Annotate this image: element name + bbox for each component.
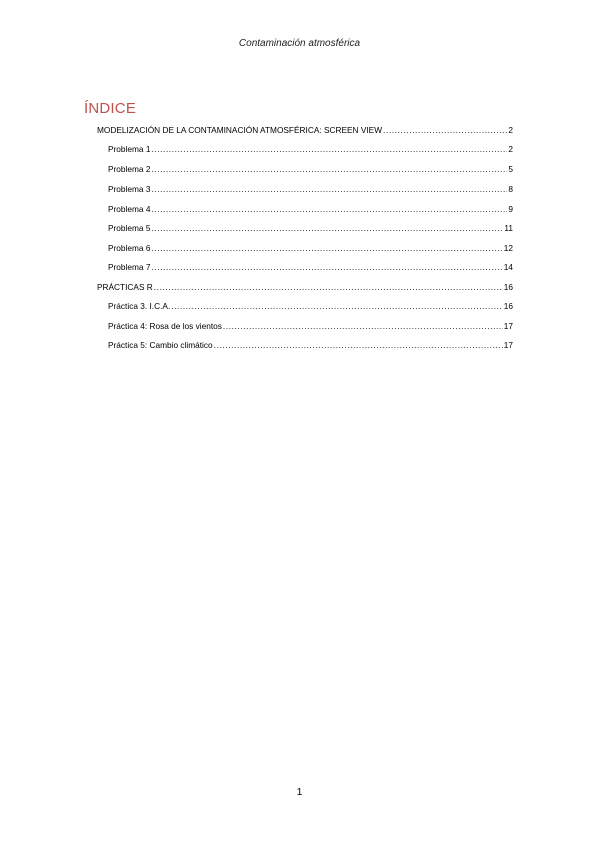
- toc-entry-practica-5[interactable]: [108, 339, 513, 351]
- dot-leader: [383, 124, 507, 136]
- toc-entry-page: 16: [503, 301, 513, 311]
- toc-entry-label: MODELIZACIÓN DE LA CONTAMINACIÓN ATMOSFÉRICA: SCREEN VIEW: [97, 125, 383, 135]
- toc-entry-label: Problema 7: [108, 262, 151, 272]
- toc-entry-page: 11: [504, 223, 513, 233]
- dot-leader: [214, 339, 503, 351]
- dot-leader: [151, 261, 502, 273]
- toc-entry-modelizacion[interactable]: [97, 124, 513, 136]
- toc-entry-practica-3[interactable]: [108, 300, 513, 312]
- toc-entry-label: Problema 2: [108, 164, 151, 174]
- toc-entry-label: Problema 4: [108, 204, 151, 214]
- toc-entry-page: 2: [508, 144, 513, 154]
- page-number: 1: [296, 787, 303, 798]
- dot-leader: [151, 143, 507, 155]
- toc-entry-page: 17: [503, 321, 513, 331]
- toc-entry-page: 16: [503, 282, 513, 292]
- toc-entry-label: Problema 1: [108, 144, 151, 154]
- toc-entry-page: 12: [503, 243, 513, 253]
- dot-leader: [151, 203, 507, 215]
- toc-entry-practicas-r[interactable]: [97, 281, 513, 293]
- dot-leader: [154, 281, 503, 293]
- toc-entry-problema-4[interactable]: [108, 203, 513, 215]
- toc-entry-page: 5: [508, 164, 513, 174]
- toc-entry-page: 8: [508, 184, 513, 194]
- toc-entry-page: 14: [503, 262, 513, 272]
- toc-entry-page: 2: [508, 125, 513, 135]
- toc-entry-problema-5[interactable]: [108, 222, 513, 234]
- toc-entry-label: Problema 6: [108, 243, 151, 253]
- toc-entry-label: PRÁCTICAS R: [97, 282, 153, 292]
- toc-entry-label: Práctica 4: Rosa de los vientos: [108, 321, 222, 331]
- toc-entry-practica-4[interactable]: [108, 320, 513, 332]
- toc-entry-problema-6[interactable]: [108, 242, 513, 254]
- toc-entry-problema-2[interactable]: [108, 163, 513, 175]
- toc-entry-problema-3[interactable]: [108, 183, 513, 195]
- toc-entry-page: 9: [508, 204, 513, 214]
- running-header: Contaminación atmosférica: [238, 38, 361, 49]
- dot-leader: [151, 163, 507, 175]
- toc-heading: ÍNDICE: [84, 100, 137, 117]
- dot-leader: [171, 300, 503, 312]
- toc-entry-label: Problema 5: [108, 223, 151, 233]
- toc-entry-label: Problema 3: [108, 184, 151, 194]
- dot-leader: [223, 320, 503, 332]
- toc-entry-problema-1[interactable]: [108, 143, 513, 155]
- dot-leader: [151, 242, 502, 254]
- dot-leader: [151, 183, 507, 195]
- dot-leader: [151, 222, 503, 234]
- toc-entry-page: 17: [503, 340, 513, 350]
- toc-entry-label: Práctica 5: Cambio climático: [108, 340, 213, 350]
- toc-entry-label: Práctica 3. I.C.A.: [108, 301, 171, 311]
- toc-entry-problema-7[interactable]: [108, 261, 513, 273]
